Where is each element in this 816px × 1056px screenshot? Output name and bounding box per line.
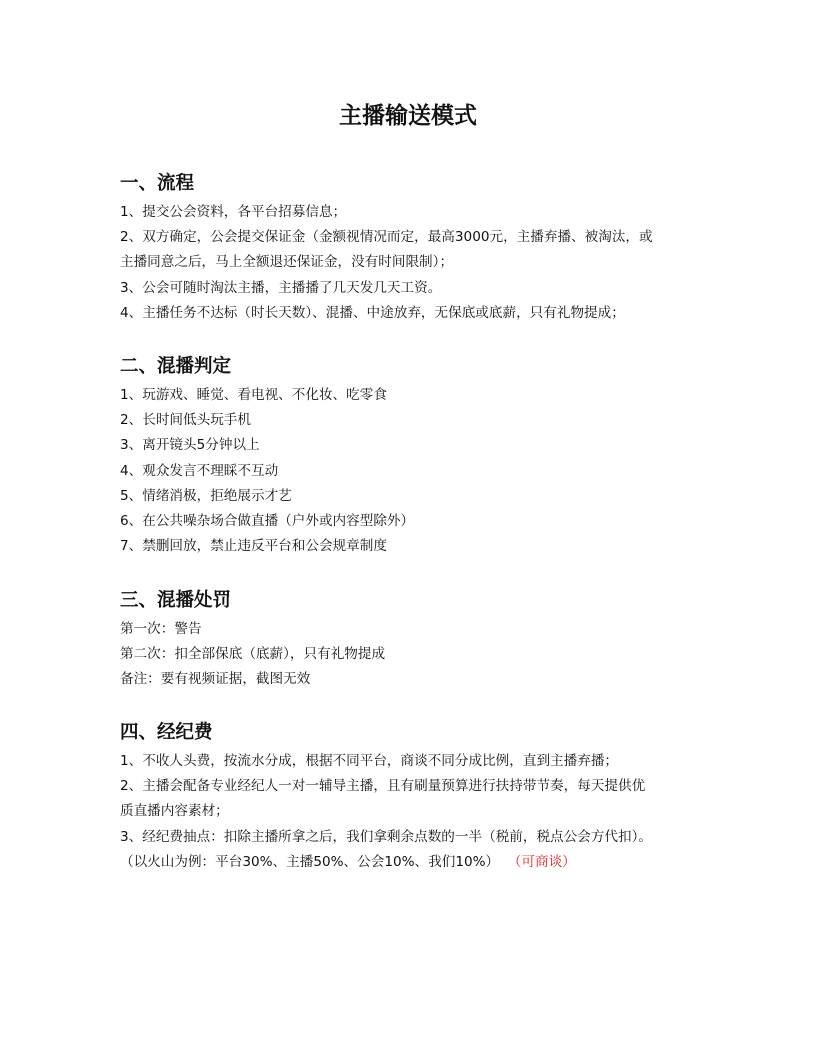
fee-line-2: 2、主播会配备专业经纪人一对一辅导主播，且有刷量预算进行扶持带节奏，每天提供优	[120, 778, 646, 795]
fee-example: （以火山为例：平台30%、主播50%、公会10%、我们10%）	[120, 853, 500, 870]
negotiable-note: （可商谈）	[507, 853, 576, 870]
process-line-1: 1、提交公会资料，各平台招募信息；	[120, 204, 347, 220]
section-process	[120, 170, 710, 326]
criteria-item: 6、在公共噪杂场合做直播（户外或内容型除外）	[120, 513, 415, 530]
process-line-3: 3、公会可随时淘汰主播，主播播了几天发几天工资。	[120, 279, 442, 296]
section-penalties	[120, 587, 710, 693]
criteria-item: 2、长时间低头玩手机	[120, 412, 251, 429]
section-violation-criteria	[120, 353, 710, 559]
process-line-2-continued: 主播同意之后，马上全额退还保证金，没有时间限制）；	[120, 254, 454, 271]
penalty-remark: 备注：要有视频证据，截图无效	[120, 671, 311, 688]
process-line-4: 4、主播任务不达标（时长天数）、混播、中途放弃，无保底或底薪，只有礼物提成；	[120, 304, 625, 321]
document-title: 主播输送模式	[339, 103, 477, 129]
criteria-item: 1、玩游戏、睡觉、看电视、不化妆、吃零食	[120, 387, 387, 403]
criteria-item: 3、离开镜头5分钟以上	[120, 437, 260, 454]
criteria-item: 4、观众发言不理睬不互动	[120, 462, 279, 479]
section-heading: 二、混播判定	[120, 356, 232, 377]
process-line-2: 2、双方确定，公会提交保证金（金额视情况而定，最高3000元，主播弃播、被淘汰，或	[120, 229, 653, 246]
fee-line-3: 3、经纪费抽点：扣除主播所拿之后，我们拿剩余点数的一半（税前，税点公会方代扣）。	[120, 828, 653, 845]
penalty-first: 第一次：警告	[120, 621, 202, 637]
section-heading: 三、混播处罚	[120, 590, 232, 611]
criteria-item: 5、情绪消极，拒绝展示才艺	[120, 487, 292, 504]
fee-line-2-continued: 质直播内容素材；	[120, 803, 229, 820]
section-heading: 四、经纪费	[120, 722, 213, 743]
fee-line-1: 1、不收人头费，按流水分成，根据不同平台，商谈不同分成比例，直到主播弃播；	[120, 753, 619, 769]
section-agency-fee	[120, 719, 710, 875]
penalty-second: 第二次：扣全部保底（底薪），只有礼物提成	[120, 646, 386, 663]
fee-example-line	[120, 850, 710, 875]
criteria-item: 7、禁删回放，禁止违反平台和公会规章制度	[120, 538, 387, 555]
section-heading: 一、流程	[120, 173, 195, 194]
